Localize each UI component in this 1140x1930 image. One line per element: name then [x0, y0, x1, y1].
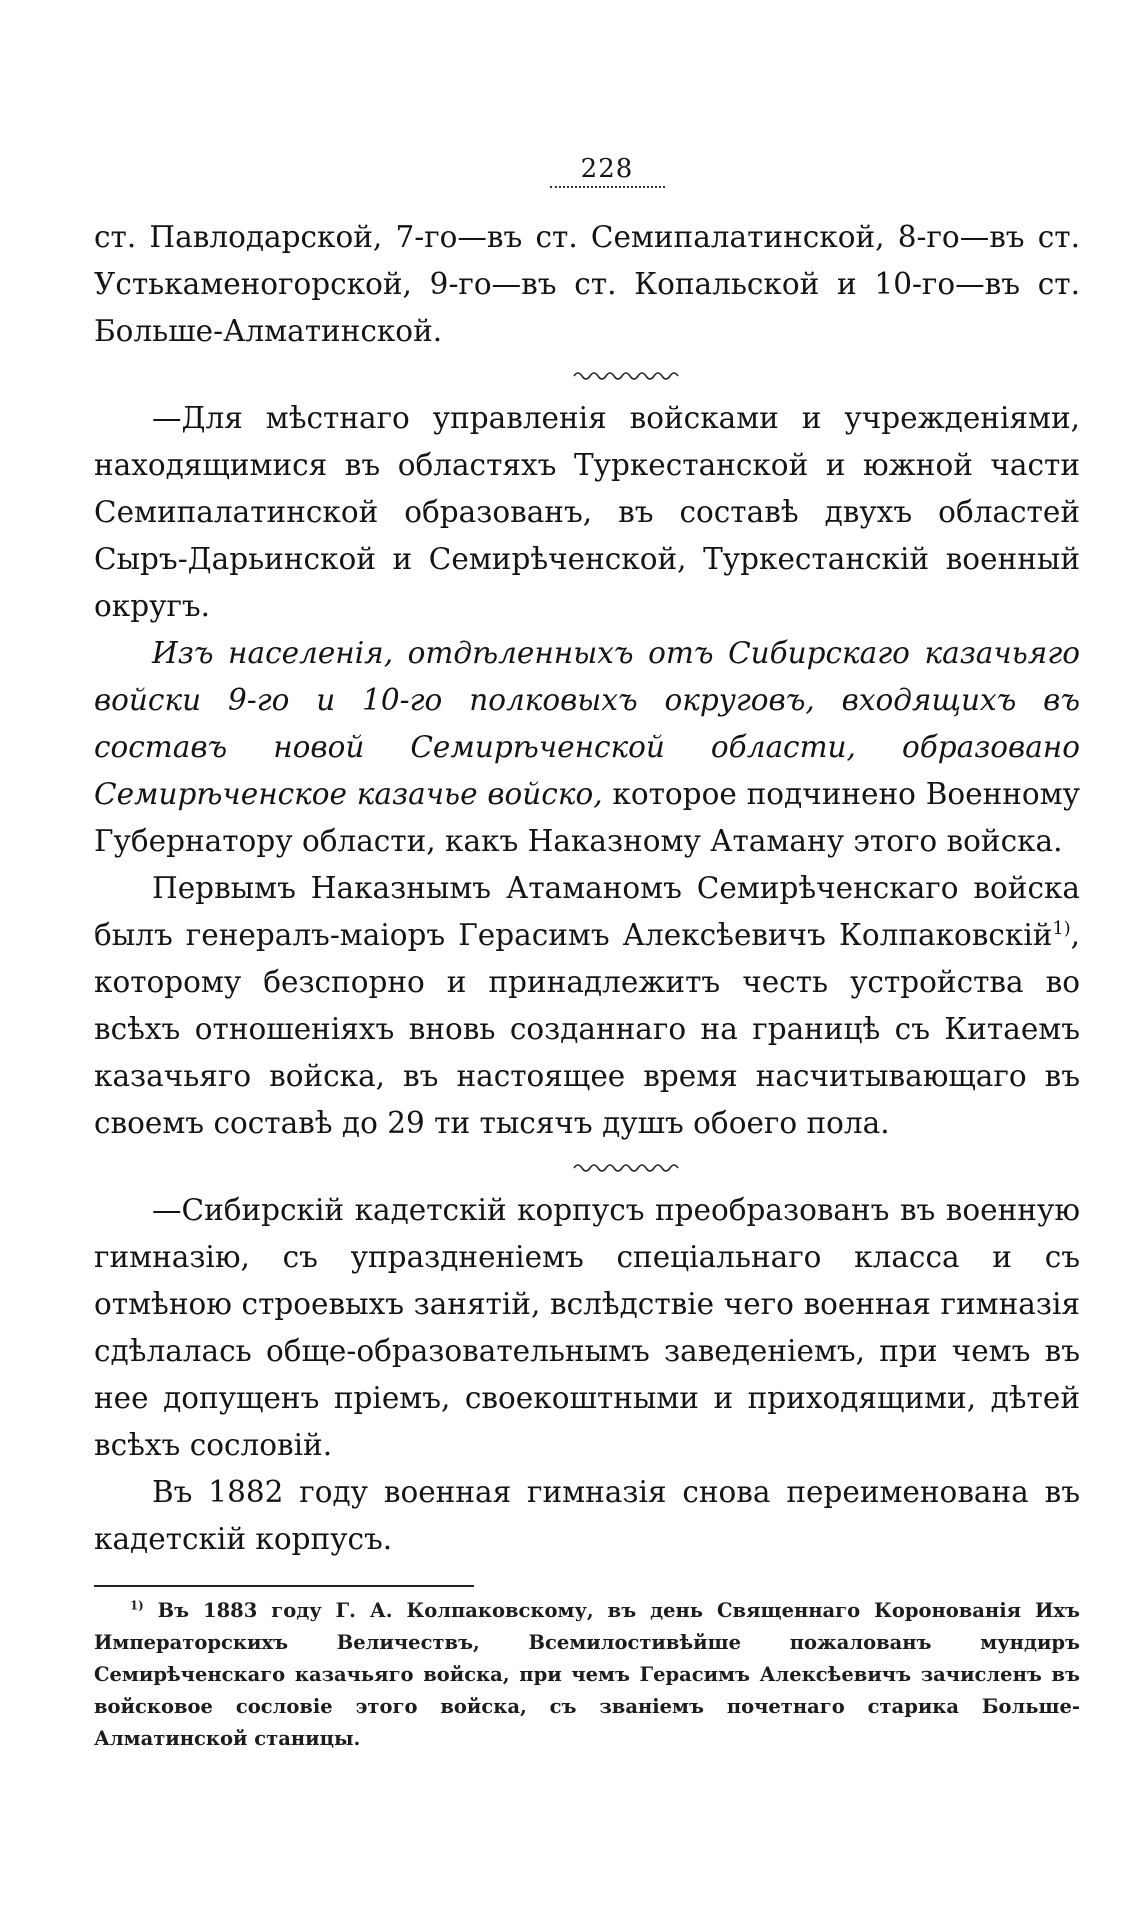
footnote-divider [94, 1585, 474, 1587]
paragraph-cadet-corps: —Сибирскій кадетскій корпусъ преобразованъ въ военную гимназію, съ упраздненіемъ спеціальнаго класса и съ отмѣною строевыхъ занятій, вслѣдствіе чего военная гимназія сдѣлалась обще-образовательнымъ заведеніемъ, при чемъ въ нее допущенъ пріемъ, своекоштными и приходящими, дѣтей всѣхъ сословій. [94, 1193, 1080, 1462]
paragraph-continuation: ст. Павлодарской, 7-го—въ ст. Семипалатинской, 8-го—въ ст. Устькаменогорской, 9-го—въ ст. Копальской и 10-го—въ ст. Больше-Алматинской. [94, 220, 1080, 348]
footnote-marker: 1) [130, 1598, 144, 1613]
wavy-separator [572, 367, 682, 381]
italic-phrase: Изъ населенія, отдѣленныхъ отъ Сибирскаго казачьяго войски 9-го и 10-го полковыхъ округовъ, входящихъ въ составъ новой Семирѣченской области, образовано Семирѣченское казачье войско, [94, 636, 1080, 811]
wavy-separator [572, 1159, 682, 1173]
footnote-reference: 1) [1052, 919, 1071, 940]
paragraph-semirechye-host [94, 630, 1080, 865]
paragraph-renaming: Въ 1882 году военная гимназія снова переименована въ кадетскій корпусъ. [94, 1475, 1080, 1556]
footnote [94, 1595, 1080, 1755]
page-number: 228 [580, 154, 634, 184]
paragraph-first-ataman [94, 865, 1080, 1147]
paragraph-text: , которому безспорно и принадлежитъ честь устройства во всѣхъ отношеніяхъ вновь созданнаго на границѣ съ Китаемъ казачьяго войска, въ настоящее время насчитывающаго въ своемъ составѣ до 29 ти тысячъ душъ обоего пола. [94, 918, 1080, 1140]
page-number-dotted-rule [550, 186, 665, 188]
paragraph-text: которое подчинено Военному Губернатору области, какъ Наказному Атаману этого войска. [94, 777, 1080, 858]
body-text [94, 214, 1080, 1563]
paragraph-text: Первымъ Наказнымъ Атаманомъ Семирѣченскаго войска былъ генералъ-маіоръ Герасимъ Алексѣевичъ Колпаковскій [94, 871, 1080, 952]
paragraph-turkestan-district: —Для мѣстнаго управленія войсками и учрежденіями, находящимися въ областяхъ Туркестанской и южной части Семипалатинской образованъ, въ составѣ двухъ областей Сыръ-Дарьинской и Семирѣченской, Туркестанскій военный округъ. [94, 401, 1080, 623]
footnote-text: Въ 1883 году Г. А. Колпаковскому, въ день Священнаго Коронованія Ихъ Императорскихъ Величествъ, Всемилостивѣйше пожалованъ мундиръ Семирѣченскаго казачьяго войска, при чемъ Герасимъ Алексѣевичъ зачисленъ въ войсковое сословіе этого войска, съ званіемъ почетнаго старика Больше-Алматинской станицы. [94, 1599, 1080, 1750]
